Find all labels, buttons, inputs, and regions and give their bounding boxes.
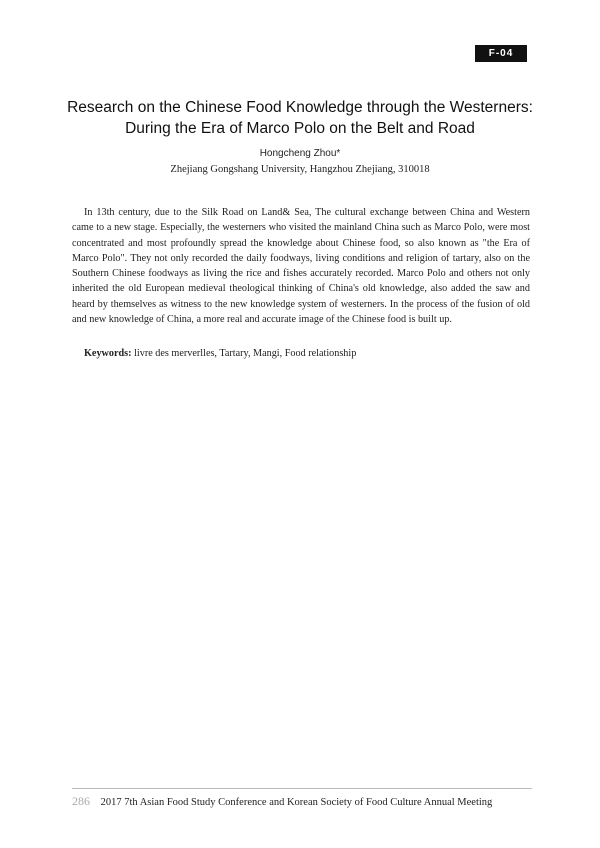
- keywords: [84, 348, 356, 359]
- author-name: Hongcheng Zhou*: [259, 148, 341, 159]
- conference-name: 2017 7th Asian Food Study Conference and Korean Society of Food Culture Annual Meeting: [100, 797, 493, 808]
- keywords-label: Keywords:: [84, 348, 132, 359]
- abstract-paragraph: In 13th century, due to the Silk Road on Land& Sea, The cultural exchange between China and Western came to a new stage. Especially, the westerners who visited the mainland China such as Marco Polo, were most concentrated and most profoundly spread the knowledge about Chinese food, so also known as "the Era of Marco Polo". They not only recorded the daily foodways, living conditions and religion of tartary, also on the Southern Chinese foodways as living the rice and fishes accurately recorded. Marco Polo and others not only inherited the old European medieval theological thinking of China's old knowledge, also added the saw and heard by themselves as witness to the new knowledge system of westerners. In the process of the fusion of old and new knowledge of China, a more real and accurate image of the Chinese food is built up.: [72, 207, 530, 326]
- session-badge: F-04: [475, 45, 527, 62]
- title-line-1: Research on the Chinese Food Knowledge through the Westerners:: [67, 99, 533, 116]
- keywords-value: livre des merverlles, Tartary, Mangi, Food relationship: [134, 348, 357, 359]
- author-affiliation: Zhejiang Gongshang University, Hangzhou Zhejiang, 310018: [170, 164, 430, 175]
- footer-divider: [72, 788, 532, 789]
- page-number: 286: [72, 794, 90, 808]
- paper-title: [40, 97, 560, 139]
- page-footer: [72, 794, 492, 809]
- title-line-2: During the Era of Marco Polo on the Belt and Road: [125, 120, 475, 137]
